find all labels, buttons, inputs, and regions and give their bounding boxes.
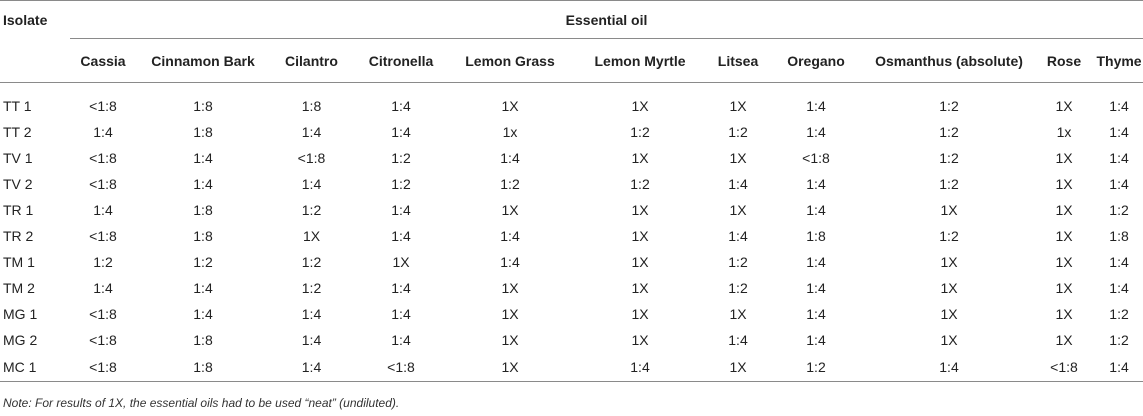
dilution-cell: 1:2	[939, 227, 959, 244]
dilution-cell: 1X	[1055, 227, 1073, 244]
column-header: Litsea	[709, 39, 767, 83]
isolate-cell: TR 2	[3, 227, 34, 244]
dilution-cell: 1X	[940, 279, 958, 296]
dilution-cell: <1:8	[353, 353, 449, 382]
table-row	[0, 83, 1143, 119]
dilution-cell: 1:4	[301, 305, 322, 322]
dilution-cell: 1:8	[193, 331, 213, 348]
dilution-cell: <1:8	[89, 97, 117, 114]
table-row	[0, 275, 1143, 301]
table-row	[0, 119, 1143, 145]
dilution-cell: 1X	[302, 227, 321, 244]
dilution-cell: 1X	[631, 227, 649, 244]
dilution-cell: 1:4	[193, 305, 213, 322]
dilution-cell: 1X	[501, 97, 519, 114]
column-header: Citronella	[353, 39, 449, 83]
dilution-cell: 1:2	[630, 175, 650, 192]
isolate-cell: TR 1	[3, 201, 34, 218]
dilution-cell: 1:4	[93, 123, 113, 140]
dilution-cell: 1:4	[270, 353, 353, 382]
isolate-cell: MG 2	[3, 331, 38, 348]
dilution-cell: 1:4	[728, 175, 748, 192]
dilution-cell: 1:8	[136, 353, 270, 382]
dilution-cell: 1:2	[1109, 331, 1129, 348]
dilution-cell: 1:4	[865, 353, 1033, 382]
dilution-cell: 1:2	[1109, 201, 1129, 218]
dilution-cell: <1:8	[89, 149, 117, 166]
dilution-cell: 1:2	[728, 123, 748, 140]
dilution-cell: 1:4	[500, 227, 520, 244]
dilution-cell: 1:4	[301, 331, 322, 348]
dilution-cell: 1:2	[1109, 305, 1129, 322]
dilution-cell: 1:4	[571, 353, 709, 382]
dilution-cell: 1X	[709, 353, 767, 382]
table-row	[0, 145, 1143, 171]
dilution-cell: 1:4	[1109, 279, 1129, 296]
dilution-cell: 1X	[631, 201, 649, 218]
dilution-cell: 1:8	[301, 97, 322, 114]
dilution-cell: 1:2	[301, 253, 322, 270]
dilution-cell: <1:8	[89, 331, 117, 348]
dilution-cell: 1:4	[1109, 149, 1129, 166]
dilution-cell: <1:8	[70, 353, 136, 382]
dilution-cell: 1:4	[1109, 175, 1129, 192]
dilution-cell: 1X	[631, 331, 649, 348]
dilution-cell: 1X	[501, 305, 519, 322]
column-header: Osmanthus (absolute)	[865, 39, 1033, 83]
dilution-cell: 1X	[729, 305, 747, 322]
dilution-cell: 1:4	[391, 227, 411, 244]
dilution-cell: 1:2	[500, 175, 520, 192]
dilution-cell: 1X	[1055, 149, 1073, 166]
dilution-cell: 1X	[1055, 305, 1073, 322]
dilution-cell: 1:2	[193, 253, 213, 270]
dilution-cell: 1:4	[391, 123, 411, 140]
dilution-cell: 1X	[1055, 201, 1073, 218]
dilution-cell: 1X	[501, 331, 519, 348]
dilution-cell: 1X	[940, 201, 958, 218]
dilution-cell: <1:8	[297, 149, 326, 166]
dilution-cell: 1:4	[500, 253, 520, 270]
table-footnote: Note: For results of 1X, the essential oils had to be used “neat” (undiluted).	[3, 396, 400, 410]
dilution-cell: 1x	[1056, 123, 1072, 140]
dilution-cell: <1:8	[89, 175, 117, 192]
isolate-cell: TM 1	[3, 253, 35, 270]
dilution-cell: 1X	[631, 97, 649, 114]
header-group-row	[0, 1, 1143, 39]
dilution-cell: 1:4	[391, 201, 411, 218]
dilution-cell: 1:4	[93, 201, 113, 218]
dilution-cell: 1:4	[193, 149, 213, 166]
dilution-cell: 1:2	[939, 149, 959, 166]
dilution-cell: 1:2	[728, 279, 748, 296]
column-header: Cassia	[70, 39, 136, 83]
dilution-cell: 1:2	[391, 149, 411, 166]
dilution-cell: 1X	[631, 305, 649, 322]
table-row	[0, 197, 1143, 223]
dilution-cell: 1:4	[806, 253, 826, 270]
dilution-cell: 1:4	[806, 331, 826, 348]
column-header: Lemon Myrtle	[571, 39, 709, 83]
dilution-cell: 1:8	[193, 97, 213, 114]
dilution-cell: 1:8	[193, 123, 213, 140]
dilution-cell: <1:8	[1033, 353, 1095, 382]
dilution-cell: 1X	[449, 353, 571, 382]
dilution-cell: 1:4	[93, 279, 113, 296]
dilution-cell: 1:4	[391, 279, 411, 296]
dilution-cell: 1X	[940, 305, 958, 322]
dilution-cell: 1X	[501, 279, 519, 296]
dilution-cell: 1:4	[391, 97, 411, 114]
dilution-cell: 1X	[1055, 253, 1073, 270]
dilution-cell: 1:2	[630, 123, 650, 140]
dilution-cell: 1:2	[301, 201, 322, 218]
table-row	[0, 353, 1143, 382]
dilution-cell: 1:4	[301, 123, 322, 140]
dilution-cell: 1:4	[728, 331, 748, 348]
dilution-cell: 1:4	[806, 279, 826, 296]
dilution-cell: <1:8	[89, 227, 117, 244]
dilution-cell: 1X	[729, 149, 747, 166]
dilution-cell: 1X	[940, 331, 958, 348]
dilution-cell: 1:8	[1109, 227, 1129, 244]
dilution-cell: 1X	[729, 97, 747, 114]
dilution-cell: 1X	[631, 253, 649, 270]
isolate-cell: TV 1	[3, 149, 33, 166]
isolate-cell: TT 2	[3, 123, 32, 140]
isolate-cell: TV 2	[3, 175, 33, 192]
dilution-cell: 1:4	[391, 305, 411, 322]
dilution-cell: 1:4	[806, 305, 826, 322]
dilution-cell: 1X	[1055, 331, 1073, 348]
column-header: Thyme	[1095, 39, 1143, 83]
table-row	[0, 327, 1143, 353]
isolate-header: Isolate	[0, 1, 70, 39]
column-header: Rose	[1033, 39, 1095, 83]
dilution-cell: 1X	[392, 253, 410, 270]
dilution-cell: 1:2	[767, 353, 865, 382]
isolate-cell: MG 1	[3, 305, 38, 322]
dilution-cell: 1:2	[301, 279, 322, 296]
dilution-cell: 1:4	[728, 227, 748, 244]
dilution-cell: 1:4	[806, 97, 826, 114]
dilution-cell: 1X	[1055, 279, 1073, 296]
dilution-cell: 1:4	[1095, 353, 1143, 382]
column-header-row	[0, 39, 1143, 83]
dilution-cell: 1:4	[1109, 253, 1129, 270]
dilution-cell: 1:8	[193, 201, 213, 218]
table-row	[0, 171, 1143, 197]
dilution-cell: 1X	[1055, 97, 1073, 114]
dilution-cell: 1:4	[1109, 97, 1129, 114]
table-row	[0, 301, 1143, 327]
isolate-header-blank	[0, 39, 70, 83]
table-body	[0, 83, 1143, 382]
dilution-cell: 1:4	[500, 149, 520, 166]
dilution-cell: 1:2	[93, 253, 113, 270]
dilution-cell: 1:2	[728, 253, 748, 270]
isolate-cell: TT 1	[3, 97, 32, 114]
dilution-cell: 1:2	[391, 175, 411, 192]
dilution-cell: 1:4	[806, 123, 826, 140]
column-header: Cilantro	[270, 39, 353, 83]
essential-oil-group-header: Essential oil	[70, 1, 1143, 39]
dilution-cell: 1:8	[193, 227, 213, 244]
table-row	[0, 249, 1143, 275]
dilution-cell: 1:4	[1109, 123, 1129, 140]
dilution-cell: 1X	[631, 279, 649, 296]
dilution-cell: 1:4	[193, 175, 213, 192]
dilution-cell: 1:4	[806, 175, 826, 192]
dilution-cell: 1:2	[939, 175, 959, 192]
dilution-cell: 1X	[940, 253, 958, 270]
dilution-cell: 1:4	[806, 201, 826, 218]
dilution-cell: 1X	[501, 201, 519, 218]
column-header: Lemon Grass	[449, 39, 571, 83]
dilution-cell: <1:8	[89, 305, 117, 322]
dilution-cell: 1:4	[301, 175, 322, 192]
dilution-cell: 1X	[729, 201, 747, 218]
dilution-cell: 1x	[502, 123, 518, 140]
column-header: Cinnamon Bark	[136, 39, 270, 83]
dilution-cell: 1:4	[193, 279, 213, 296]
isolate-cell: MC 1	[0, 353, 70, 382]
dilution-cell: 1:2	[939, 123, 959, 140]
dilution-cell: <1:8	[802, 149, 830, 166]
dilution-cell: 1X	[631, 149, 649, 166]
dilution-cell: 1:2	[939, 97, 959, 114]
dilution-cell: 1:8	[806, 227, 826, 244]
dilution-cell: 1:4	[391, 331, 411, 348]
isolate-cell: TM 2	[3, 279, 35, 296]
dilution-cell: 1X	[1055, 175, 1073, 192]
column-header: Oregano	[767, 39, 865, 83]
table-row	[0, 223, 1143, 249]
